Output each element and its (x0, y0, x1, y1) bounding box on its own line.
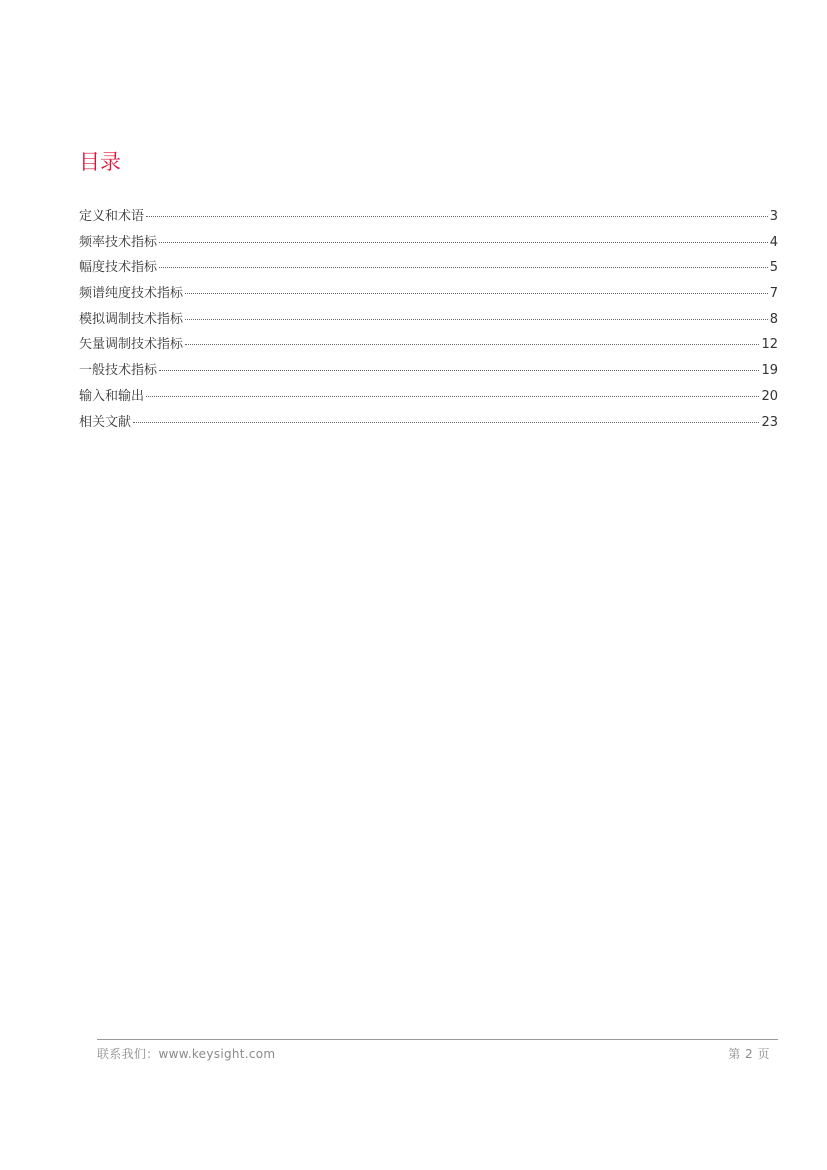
toc-entry-page: 3 (769, 209, 778, 224)
footer-divider (97, 1039, 778, 1040)
toc-entry-page: 19 (761, 363, 778, 379)
toc-dot-leader (159, 370, 759, 371)
toc-entry-page: 23 (761, 414, 778, 430)
toc-dot-leader (146, 216, 768, 217)
toc-dot-leader (185, 293, 768, 294)
toc-entry-label: 幅度技术指标 (79, 260, 158, 276)
toc-entry-label: 频谱纯度技术指标 (79, 286, 184, 302)
toc-dot-leader (185, 344, 759, 345)
toc-entry[interactable] (79, 231, 778, 257)
toc-entry[interactable] (79, 308, 778, 334)
footer-page-number: 第 2 页 (728, 1047, 770, 1061)
toc-entry-label: 矢量调制技术指标 (79, 337, 184, 353)
toc-entry-label: 定义和术语 (79, 209, 145, 224)
toc-entry[interactable] (79, 359, 778, 385)
toc-entry-page: 4 (769, 234, 778, 250)
toc-dot-leader (146, 396, 759, 397)
toc-entry[interactable] (79, 205, 778, 231)
toc-entry-page: 12 (761, 337, 778, 353)
toc-entry[interactable] (79, 282, 778, 308)
toc-entry-label: 频率技术指标 (79, 234, 158, 250)
footer-contact: 联系我们：www.keysight.com (97, 1047, 276, 1061)
toc-entry-page: 7 (769, 286, 778, 302)
toc-dot-leader (185, 319, 768, 320)
toc-entry-page: 5 (769, 260, 778, 276)
toc-list (79, 205, 778, 436)
toc-dot-leader (133, 422, 759, 423)
toc-entry-label: 输入和输出 (79, 388, 145, 404)
toc-entry[interactable] (79, 256, 778, 282)
toc-entry[interactable] (79, 385, 778, 411)
toc-entry-page: 8 (769, 311, 778, 327)
toc-dot-leader (159, 267, 768, 268)
toc-title: 目录 (79, 150, 121, 174)
toc-entry-label: 相关文献 (79, 414, 132, 430)
toc-entry[interactable] (79, 411, 778, 437)
toc-entry-label: 一般技术指标 (79, 363, 158, 379)
toc-dot-leader (159, 242, 768, 243)
toc-entry-page: 20 (761, 388, 778, 404)
toc-entry-label: 模拟调制技术指标 (79, 311, 184, 327)
toc-entry[interactable] (79, 333, 778, 359)
